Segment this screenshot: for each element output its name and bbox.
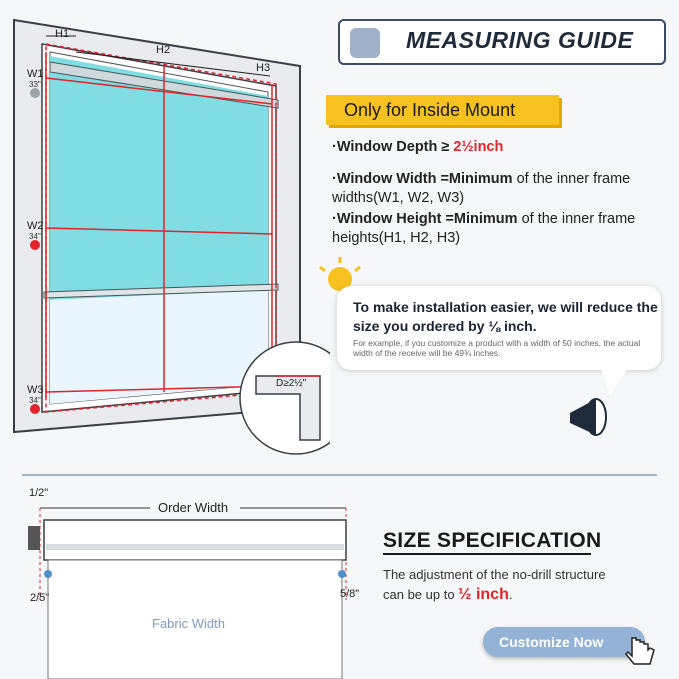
spec-depth: ·Window Depth ≥ 2½inch	[332, 139, 504, 155]
label-w2-value: 34"	[29, 232, 41, 241]
info-main-text: To make installation easier, we will reduce the size you ordered by ⅛ inch.	[353, 299, 658, 334]
label-w1-value: 33"	[29, 80, 41, 89]
label-h3: H3	[256, 62, 271, 74]
label-order-width: Order Width	[158, 500, 229, 515]
x-icon	[30, 240, 40, 250]
measuring-guide-badge	[338, 19, 666, 65]
label-left-fraction: 2/5"	[30, 592, 50, 604]
label-right-fraction: 5/8"	[340, 588, 360, 600]
label-h1: H1	[55, 28, 70, 40]
label-w3-value: 34"	[29, 396, 41, 405]
label-top-fraction: 1/2"	[29, 487, 49, 499]
label-fabric-width: Fabric Width	[152, 616, 225, 631]
inside-mount-label: Only for Inside Mount	[344, 100, 516, 120]
label-depth: D≥2½"	[276, 378, 307, 389]
inside-mount-banner	[326, 95, 559, 125]
check-icon	[30, 88, 40, 98]
label-w3: W3	[27, 384, 44, 396]
label-w2: W2	[27, 220, 44, 232]
size-spec-underline	[383, 553, 591, 555]
customize-now-button[interactable]	[483, 627, 645, 657]
spec-height: ·Window Height =Minimum of the inner frame heights(H1, H2, H3)	[332, 211, 636, 246]
info-bubble	[337, 286, 661, 370]
section-divider	[22, 474, 657, 476]
x-icon	[30, 404, 40, 414]
window-illustration	[0, 0, 330, 460]
hand-pointer-icon	[622, 632, 662, 668]
label-w1: W1	[27, 68, 44, 80]
tape-measure-icon	[350, 28, 380, 58]
spec-width: ·Window Width =Minimum of the inner frame widths(W1, W2, W3)	[332, 171, 631, 206]
label-h2: H2	[156, 44, 171, 56]
size-spec-title: SIZE SPECIFICATION	[383, 529, 602, 552]
megaphone-icon	[560, 365, 660, 445]
info-note-text: For example, if you customize a product with a width of 50 inches, the actual width of the receive will be 49¾ inches.	[353, 338, 641, 358]
size-spec-text: The adjustment of the no-drill structure can be up to ½ inch.	[383, 567, 606, 603]
customize-now-label: Customize Now	[499, 634, 604, 650]
page-title: MEASURING GUIDE	[406, 27, 634, 53]
